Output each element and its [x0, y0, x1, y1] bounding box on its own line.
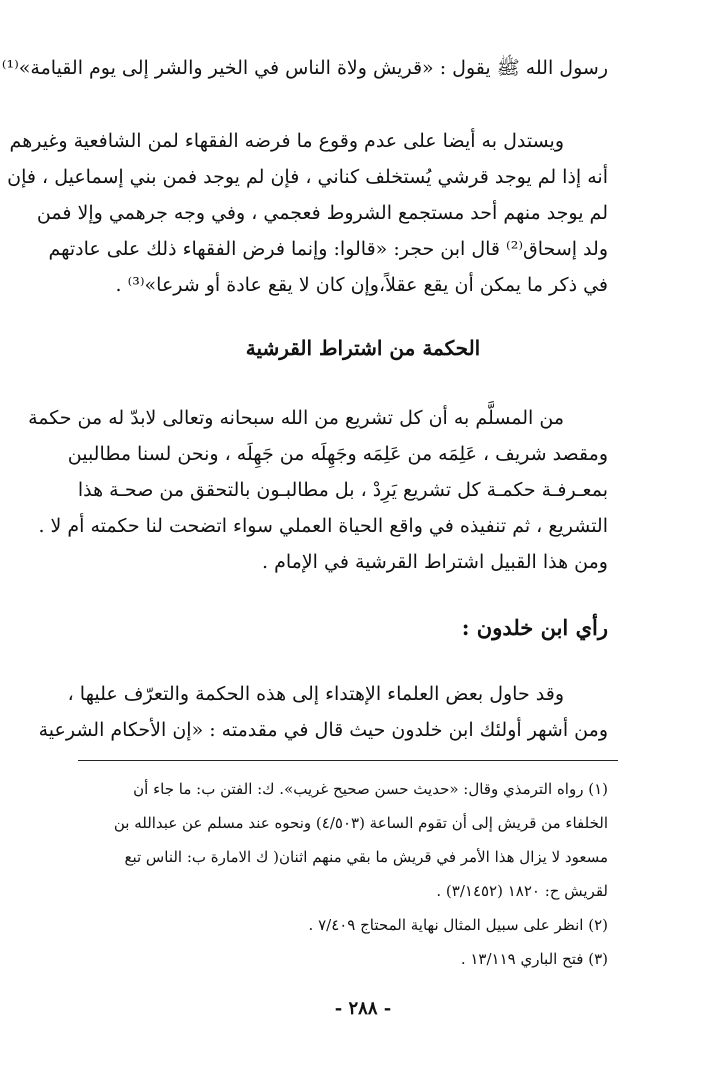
- footnote-divider: [78, 760, 618, 761]
- footnote-line: الخلفاء من قريش إلى أن تقوم الساعة (٤/٥٠٣) ونحوه عند مسلم عن عبدالله بن: [113, 814, 608, 832]
- subsection-heading: رأي ابن خلدون :: [461, 615, 608, 640]
- text-line: ومن أشهر أولئك ابن خلدون حيث قال في مقدمته : «إن الأحكام الشرعية: [38, 719, 608, 741]
- text-line: التشريع ، ثم تنفيذه في واقع الحياة العملي سواء اتضحت لنا حكمته أم لا .: [38, 515, 608, 537]
- section-heading: الحكمة من اشتراط القرشية: [245, 336, 481, 360]
- text-line: وقد حاول بعض العلماء الإهتداء إلى هذه الحكمة والتعرّف عليها ،: [67, 683, 564, 705]
- text-line: في ذكر ما يمكن أن يقع عقلاً،وإن كان لا يقع عادة أو شرعا»⁽³⁾ .: [115, 274, 608, 296]
- paragraph-2: [28, 400, 608, 580]
- paragraph-3: [38, 676, 608, 748]
- text-line: رسول الله ﷺ يقول : «قريش ولاة الناس في الخير والشر إلى يوم القيامة»⁽¹⁾: [1, 57, 608, 79]
- text-line: أنه إذا لم يوجد قرشي يُستخلف كناني ، فإن لم يوجد فمن بني إسماعيل ، فإن: [7, 166, 608, 188]
- footnote-line: مسعود لا يزال هذا الأمر في قريش ما بقي منهم اثنان( ك الامارة ب: الناس تبع: [124, 848, 608, 866]
- text-line: ولد إسحاق⁽²⁾ قال ابن حجر: «قالوا: وإنما فرض الفقهاء ذلك على عادتهم: [48, 238, 608, 260]
- footnote-line: لقريش ح: ١٨٢٠ (٣/١٤٥٢) .: [436, 882, 608, 900]
- page-number: - ٢٨٨ -: [334, 998, 392, 1019]
- text-line: ومن هذا القبيل اشتراط القرشية في الإمام .: [262, 551, 608, 573]
- text-line: من المسلَّم به أن كل تشريع من الله سبحانه وتعالى لابدّ له من حكمة: [28, 407, 564, 429]
- text-line: لم يوجد منهم أحد مستجمع الشروط فعجمي ، وفي وجه جرهمي وإلا فمن: [36, 202, 608, 224]
- footnote-line: (١) رواه الترمذي وقال: «حديث حسن صحيح غريب». ك: الفتن ب: ما جاء أن: [133, 780, 608, 798]
- text-line: ويستدل به أيضا على عدم وقوع ما فرضه الفقهاء لمن الشافعية وغيرهم: [9, 130, 564, 152]
- footnotes: [68, 772, 608, 976]
- text-line: بمعـرفـة حكمـة كل تشريع يَرِدْ ، بل مطالبـون بالتحقق من صحـة هذا: [77, 479, 608, 501]
- paragraph-1: [7, 123, 608, 303]
- footnote-line: (٢) انظر على سبيل المثال نهاية المحتاج ٧/٤٠٩ .: [308, 916, 608, 934]
- text-line: ومقصد شريف ، عَلِمَه من عَلِمَه وجَهِلَه من جَهِلَه ، ونحن لسنا مطالبين: [67, 443, 608, 465]
- top-quote-line: [1, 50, 608, 86]
- footnote-line: (٣) فتح الباري ١٣/١١٩ .: [460, 950, 608, 968]
